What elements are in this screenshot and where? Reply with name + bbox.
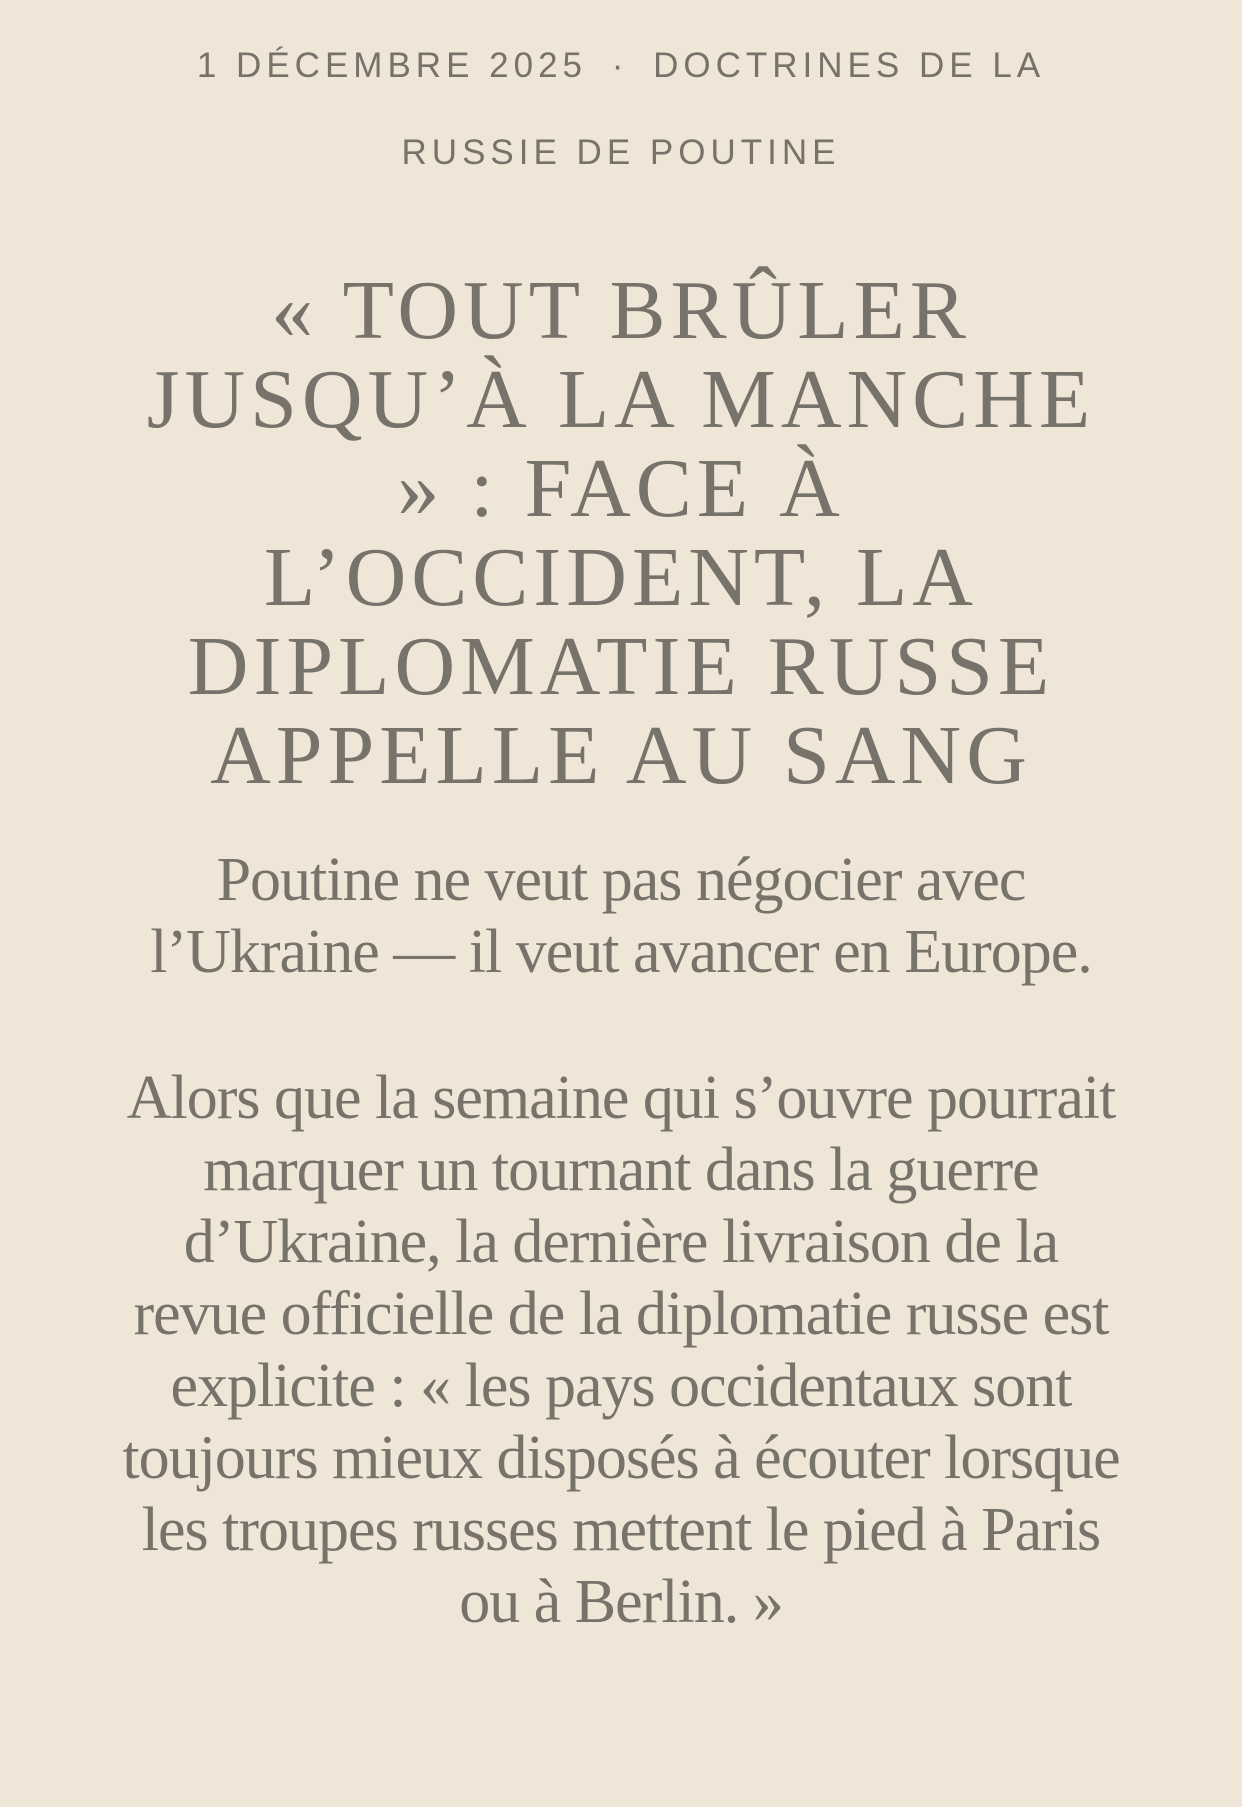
article-title: « TOUT BRÛLER JUSQU’À LA MANCHE » : FACE À L’OCCIDENT, LA DIPLOMATIE RUSSE APPELLE AU SANG bbox=[146, 264, 1096, 802]
article-lead: Alors que la semaine qui s’ouvre pourrait marquer un tournant dans la guerre d’Ukraine, la dernière livraison de la revue officielle de la diplomatie russe est explicite : « les pays occidentaux sont toujours mieux disposés à écouter lorsque les troupes russes mettent le pied à Paris ou à Berlin. » bbox=[122, 1064, 1120, 1636]
publication-date: 1 DÉCEMBRE 2025 bbox=[196, 46, 587, 85]
article-meta bbox=[120, 0, 1122, 196]
article-deck: Poutine ne veut pas négocier avec l’Ukraine — il veut avancer en Europe. bbox=[150, 846, 1092, 986]
series-link[interactable]: DOCTRINES DE LA RUSSIE DE POUTINE bbox=[401, 46, 1046, 172]
meta-separator: · bbox=[611, 46, 629, 85]
